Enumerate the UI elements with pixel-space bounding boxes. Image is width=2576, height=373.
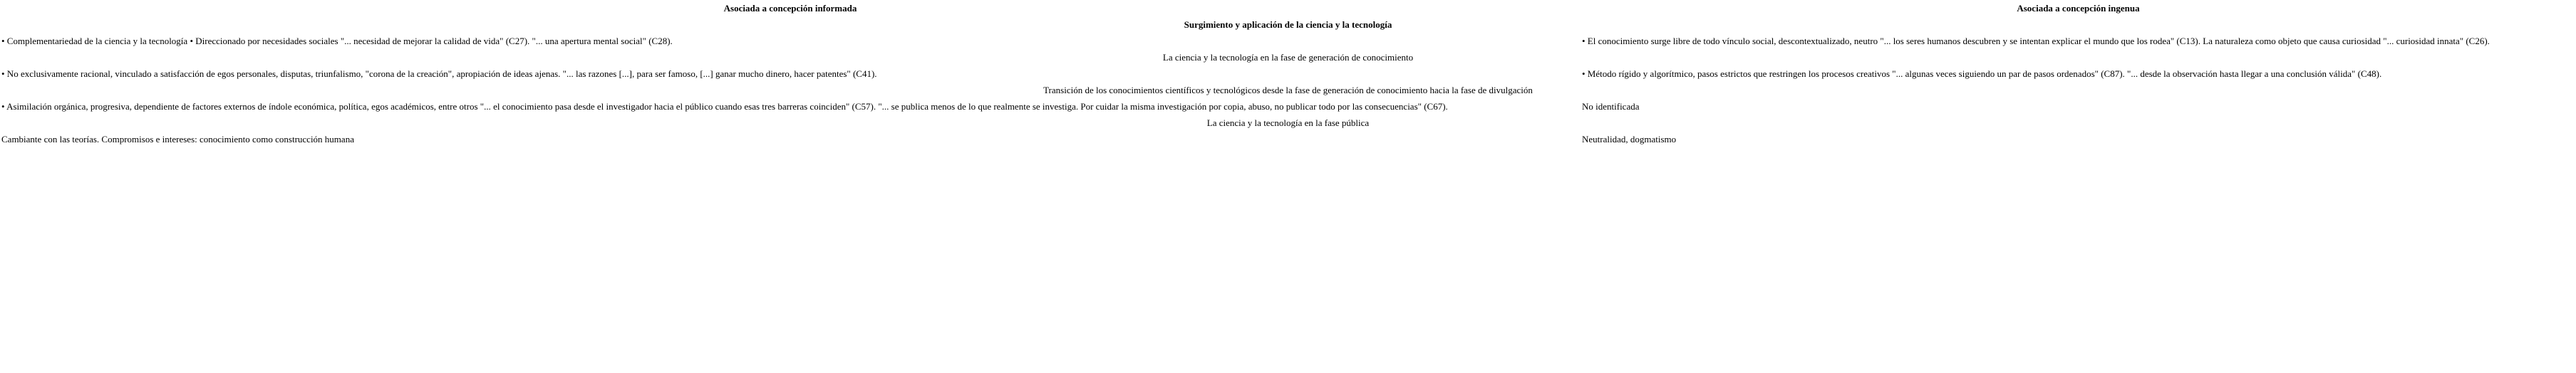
- cell-informada: • Complementariedad de la ciencia y la tecnología • Direccionado por necesidades sociales "... necesidad de mejorar la calidad de vida" (C27). "... una apertura mental social" (C28).: [1, 36, 673, 46]
- cell-informada: • No exclusivamente racional, vinculado a satisfacción de egos personales, disputas, triunfalismo, "corona de la creación", apropiación de ideas ajenas. "... las razones [...], para ser famoso, [...] ganar mucho dinero, hacer patentes" (C41).: [1, 68, 877, 79]
- conceptions-table: [0, 0, 2576, 147]
- section-row: [0, 82, 2576, 98]
- cell-informada: • Asimilación orgánica, progresiva, dependiente de factores externos de índole económica, política, egos académicos, entre otros "... el conocimiento pasa desde el investigador hacia el público cuando esas tres barreras coinciden" (C57). "... se publica menos de lo que realmente se investiga. Por cuidar la misma investigación por copia, abuso, no publicar todo por las consecuencias" (C67).: [1, 101, 1448, 112]
- table-row: [0, 33, 2576, 49]
- main-section-title: Surgimiento y aplicación de la ciencia y la tecnología: [1184, 19, 1392, 30]
- cell-informada: Cambiante con las teorías. Compromisos e intereses: conocimiento como construcción humana: [1, 134, 354, 145]
- section-row: [0, 115, 2576, 131]
- header-informada: Asociada a concepción informada: [723, 3, 857, 14]
- cell-ingenua: Neutralidad, dogmatismo: [1582, 134, 1677, 145]
- cell-ingenua: • Método rígido y algorítmico, pasos estrictos que restringen los procesos creativos "... algunas veces siguiendo un par de pasos ordenados" (C87). "... desde la observación hasta llegar a una conclusión válida" (C48).: [1582, 68, 2382, 79]
- table-row: [0, 98, 2576, 115]
- section-title-fase-publica: La ciencia y la tecnología en la fase pública: [1206, 117, 1370, 128]
- section-title-generacion: La ciencia y la tecnología en la fase de generación de conocimiento: [1162, 52, 1414, 63]
- section-row: [0, 49, 2576, 65]
- header-row: [0, 0, 2576, 16]
- section-title-transicion: Transición de los conocimientos científicos y tecnológicos desde la fase de generación de conocimiento hacia la fase de divulgación: [1043, 85, 1533, 95]
- table-row: [0, 131, 2576, 147]
- cell-ingenua: • El conocimiento surge libre de todo vínculo social, descontextualizado, neutro "... los seres humanos descubren y se intentan explicar el mundo que los rodea" (C13). La naturaleza como objeto que causa curiosidad "... curiosidad innata" (C26).: [1582, 36, 2490, 46]
- table-row: [0, 65, 2576, 82]
- cell-ingenua: No identificada: [1582, 101, 1640, 112]
- main-section-row: [0, 16, 2576, 33]
- header-ingenua: Asociada a concepción ingenua: [2017, 3, 2140, 14]
